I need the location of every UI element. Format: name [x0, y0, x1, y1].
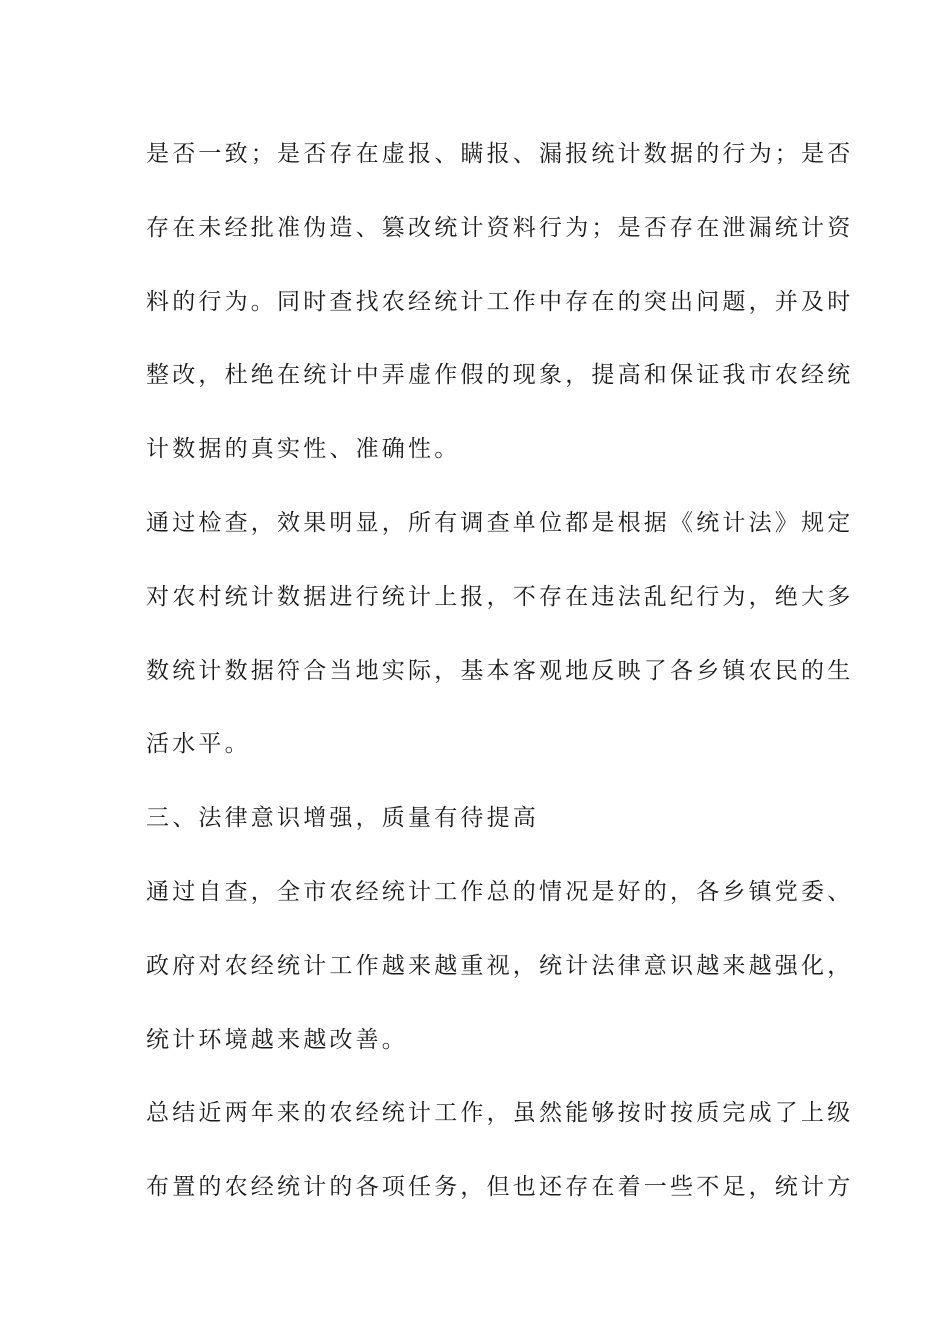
- text-line: 通过自查，全市农经统计工作总的情况是好的，各乡镇党委、: [146, 878, 854, 905]
- text-line: 对农村统计数据进行统计上报，不存在违法乱纪行为，绝大多: [146, 583, 854, 610]
- text-line: 活水平。: [146, 731, 251, 758]
- text-line: 料的行为。同时查找农经统计工作中存在的突出问题，并及时: [146, 288, 854, 315]
- text-line: 数统计数据符合当地实际，基本客观地反映了各乡镇农民的生: [146, 657, 854, 684]
- text-line: 通过检查，效果明显，所有调查单位都是根据《统计法》规定: [146, 509, 854, 536]
- text-line: 整改，杜绝在统计中弄虚作假的现象，提高和保证我市农经统: [146, 362, 854, 389]
- text-line: 总结近两年来的农经统计工作，虽然能够按时按质完成了上级: [146, 1100, 854, 1127]
- section-heading: 三、法律意识增强，质量有待提高: [146, 805, 539, 832]
- text-line: 政府对农经统计工作越来越重视，统计法律意识越来越强化，: [146, 952, 854, 979]
- text-line: 是否一致；是否存在虚报、瞒报、漏报统计数据的行为；是否: [146, 141, 854, 167]
- document-body: [146, 124, 854, 1231]
- text-line: 存在未经批准伪造、篡改统计资料行为；是否存在泄漏统计资: [146, 214, 854, 241]
- text-line: 统计环境越来越改善。: [146, 1026, 408, 1053]
- text-line: 布置的农经统计的各项任务，但也还存在着一些不足，统计方: [146, 1174, 854, 1201]
- text-line: 计数据的真实性、准确性。: [146, 436, 461, 463]
